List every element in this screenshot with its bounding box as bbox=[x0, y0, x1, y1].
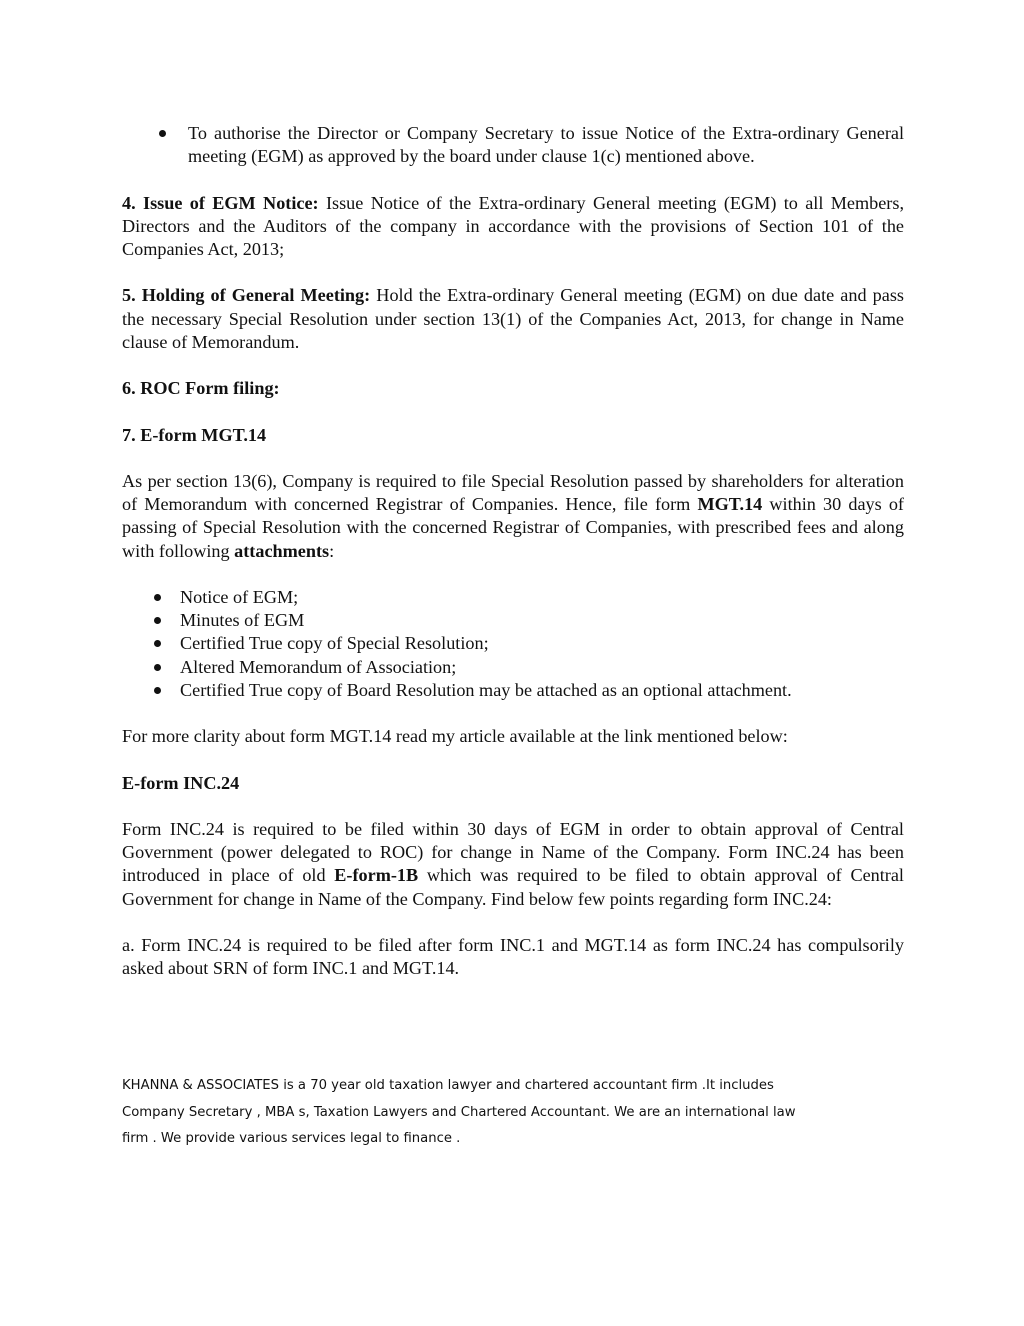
bullet-icon bbox=[154, 687, 161, 694]
mgt14-bold-attachments: attachments bbox=[234, 540, 330, 561]
list-item bbox=[122, 679, 904, 702]
document-body bbox=[122, 122, 904, 1004]
bullet-icon bbox=[154, 617, 161, 624]
list-item bbox=[122, 632, 904, 655]
attachment-item: Notice of EGM; bbox=[180, 586, 299, 607]
authorise-bullet-list bbox=[122, 122, 904, 168]
section-7-heading: 7. E-form MGT.14 bbox=[122, 424, 267, 445]
inc24-point-a: a. Form INC.24 is required to be filed after form INC.1 and MGT.14 as form INC.24 has compulsorily asked about SRN of form INC.1 and MGT.14. bbox=[122, 934, 904, 979]
section-4-text: Issue Notice of the Extra-ordinary General meeting (EGM) to all Members, Directors and the Auditors of the company in accordance with the provisions of Section 101 of the Companies Act, 2013; bbox=[122, 192, 904, 259]
footer-line: Company Secretary , MBA s, Taxation Lawyers and Chartered Accountant. We are an international law bbox=[122, 1104, 796, 1120]
attachment-item: Certified True copy of Special Resolution; bbox=[180, 633, 489, 654]
attachment-item: Altered Memorandum of Association; bbox=[180, 656, 457, 677]
list-item bbox=[122, 609, 904, 632]
inc24-heading: E-form INC.24 bbox=[122, 772, 240, 793]
mgt14-bold-form: MGT.14 bbox=[697, 494, 763, 515]
attachment-item: Minutes of EGM bbox=[180, 610, 305, 631]
bullet-icon bbox=[154, 594, 161, 601]
section-4-paragraph bbox=[122, 192, 904, 262]
list-item bbox=[122, 586, 904, 609]
bullet-icon bbox=[154, 664, 161, 671]
inc24-bold-form: E-form-1B bbox=[334, 865, 419, 886]
list-item bbox=[122, 656, 904, 679]
firm-footer bbox=[122, 1073, 912, 1153]
inc24-paragraph bbox=[122, 818, 904, 911]
attachment-item: Certified True copy of Board Resolution may be attached as an optional attachment. bbox=[180, 679, 792, 700]
attachments-list bbox=[122, 586, 904, 702]
section-5-paragraph bbox=[122, 284, 904, 354]
section-5-text: Hold the Extra-ordinary General meeting (EGM) on due date and pass the necessary Special Resolution under section 13(1) of the Companies Act, 2013, for change in Name clause of Memorandum. bbox=[122, 285, 904, 352]
clarity-note: For more clarity about form MGT.14 read my article available at the link mentioned below: bbox=[122, 726, 788, 747]
inc24-text-2: which was required to be filed to obtain approval of Central Government for change in Name of the Company. Find below few points regarding form INC.24: bbox=[122, 865, 904, 909]
bullet-icon bbox=[154, 640, 161, 647]
section-6-heading: 6. ROC Form filing: bbox=[122, 378, 280, 399]
inc24-text-1: Form INC.24 is required to be filed within 30 days of EGM in order to obtain approval of Central Government (power delegated to ROC) for change in Name of the Company. Form INC.24 has been introduced in place of old bbox=[122, 818, 904, 886]
section-5-heading: 5. Holding of General Meeting: bbox=[122, 285, 371, 306]
list-item bbox=[122, 122, 904, 168]
mgt14-text-1: As per section 13(6), Company is required to file Special Resolution passed by shareholders for alteration of Memorandum with concerned Registrar of Companies. Hence, file form bbox=[122, 470, 904, 515]
mgt14-text-2: within 30 days of passing of Special Resolution with the concerned Registrar of Companies, with prescribed fees and along with following bbox=[122, 494, 904, 561]
authorise-bullet-text: To authorise the Director or Company Secretary to issue Notice of the Extra-ordinary General meeting (EGM) as approved by the board under clause 1(c) mentioned above. bbox=[188, 123, 904, 167]
footer-line: firm . We provide various services legal to finance . bbox=[122, 1131, 461, 1146]
footer-line: KHANNA & ASSOCIATES is a 70 year old taxation lawyer and chartered accountant firm .It includes bbox=[122, 1078, 774, 1093]
mgt14-paragraph bbox=[122, 470, 904, 563]
mgt14-text-3: : bbox=[329, 540, 335, 561]
bullet-icon bbox=[159, 130, 166, 137]
section-4-heading: 4. Issue of EGM Notice: bbox=[122, 192, 319, 213]
